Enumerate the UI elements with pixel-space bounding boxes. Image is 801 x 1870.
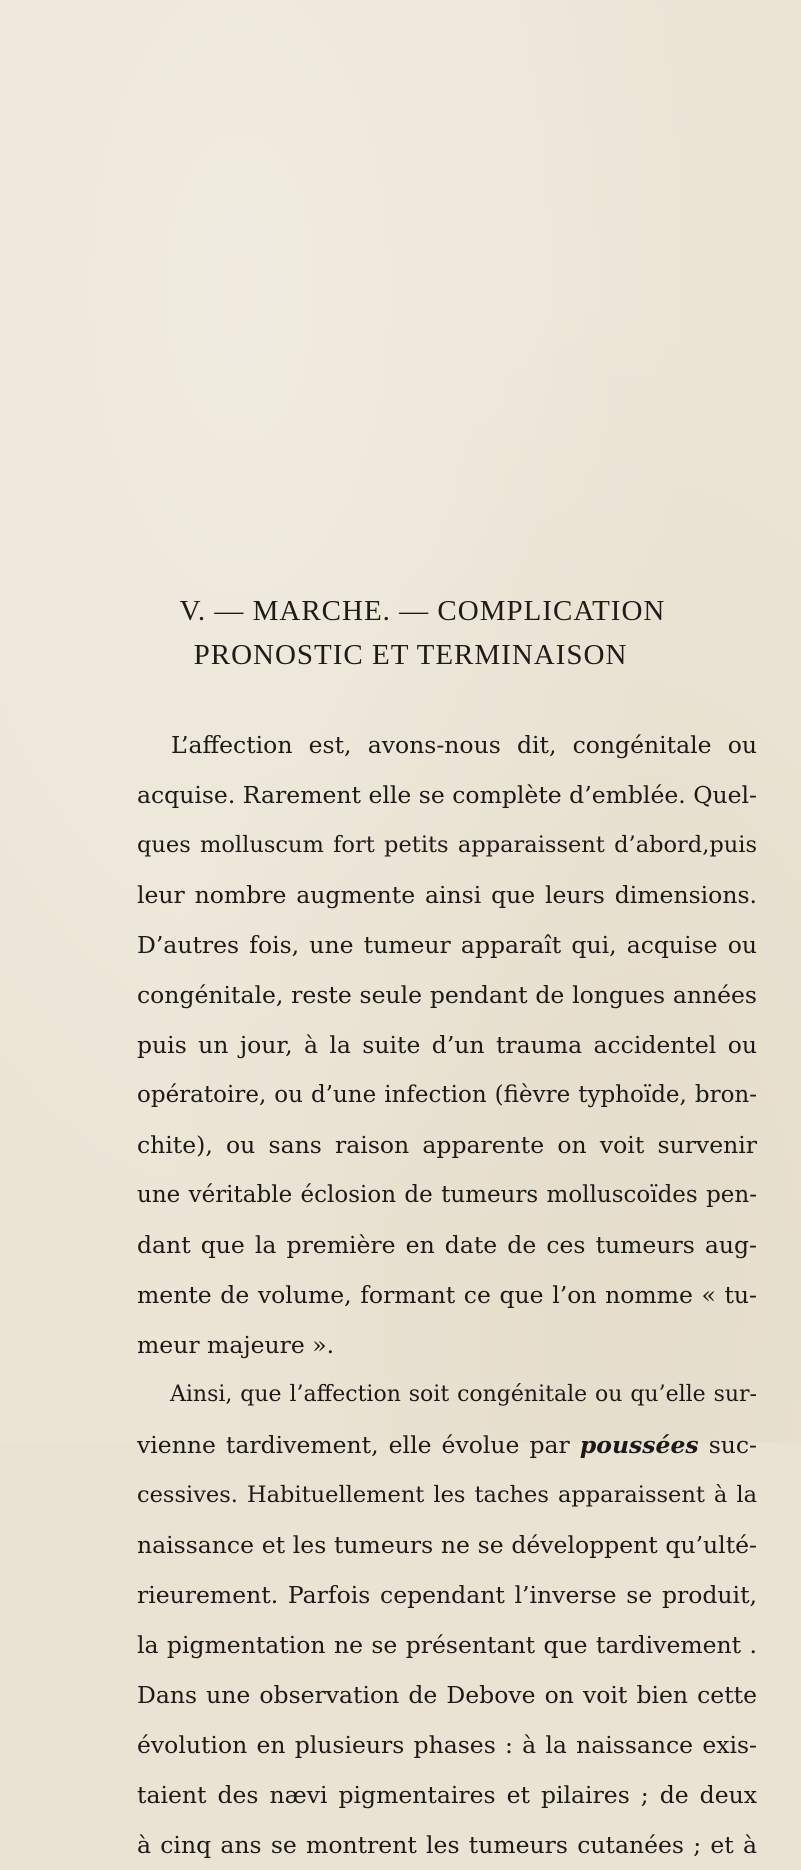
text-line: acquise. Rarement elle se complète d’emblée. Quel-: [137, 781, 757, 809]
text-line: cessives. Habituellement les taches apparaissent à la: [137, 1482, 757, 1508]
text-line: à cinq ans se montrent les tumeurs cutanées ; et à: [137, 1831, 757, 1859]
text-line: Ainsi, que l’affection soit congénitale ou qu’elle sur-: [170, 1382, 757, 1407]
text-line: D’autres fois, une tumeur apparaît qui, acquise ou: [137, 931, 757, 959]
text-line: la pigmentation ne se présentant que tardivement .: [137, 1631, 757, 1659]
text-line: dant que la première en date de ces tumeurs aug-: [137, 1231, 757, 1259]
text-line: leur nombre augmente ainsi que leurs dimensions.: [137, 881, 757, 909]
text-line: une véritable éclosion de tumeurs molluscoïdes pen-: [137, 1182, 757, 1208]
text-line: chite), ou sans raison apparente on voit survenir: [137, 1131, 757, 1159]
chapter-subheading: PRONOSTIC ET TERMINAISON: [193, 639, 628, 671]
text-line: puis un jour, à la suite d’un trauma accidentel ou: [137, 1031, 757, 1059]
text-line: mente de volume, formant ce que l’on nomme « tu-: [137, 1281, 757, 1309]
text-line: ques molluscum fort petits apparaissent d’abord,puis: [137, 832, 757, 858]
text-line: rieurement. Parfois cependant l’inverse se produit,: [137, 1581, 757, 1609]
text-segment: suc-: [698, 1431, 757, 1459]
text-line: congénitale, reste seule pendant de longues années: [137, 981, 757, 1009]
text-segment: vienne tardivement, elle évolue par: [137, 1431, 580, 1459]
text-line: évolution en plusieurs phases : à la naissance exis-: [137, 1731, 757, 1759]
text-line: Dans une observation de Debove on voit bien cette: [137, 1681, 757, 1709]
emphasis-word: poussées: [579, 1431, 699, 1459]
text-line: L’affection est, avons-nous dit, congénitale ou: [171, 731, 757, 759]
chapter-heading: V. — MARCHE. — COMPLICATION: [179, 595, 666, 627]
text-line: opératoire, ou d’une infection (fièvre typhoïde, bron-: [137, 1082, 757, 1108]
text-line: naissance et les tumeurs ne se développent qu’ulté-: [137, 1531, 757, 1559]
text-line-with-emphasis: [137, 1420, 757, 1470]
body-text: [137, 720, 757, 1870]
text-line: meur majeure ».: [137, 1331, 335, 1359]
text-line: taient des nævi pigmentaires et pilaires ; de deux: [137, 1781, 757, 1809]
